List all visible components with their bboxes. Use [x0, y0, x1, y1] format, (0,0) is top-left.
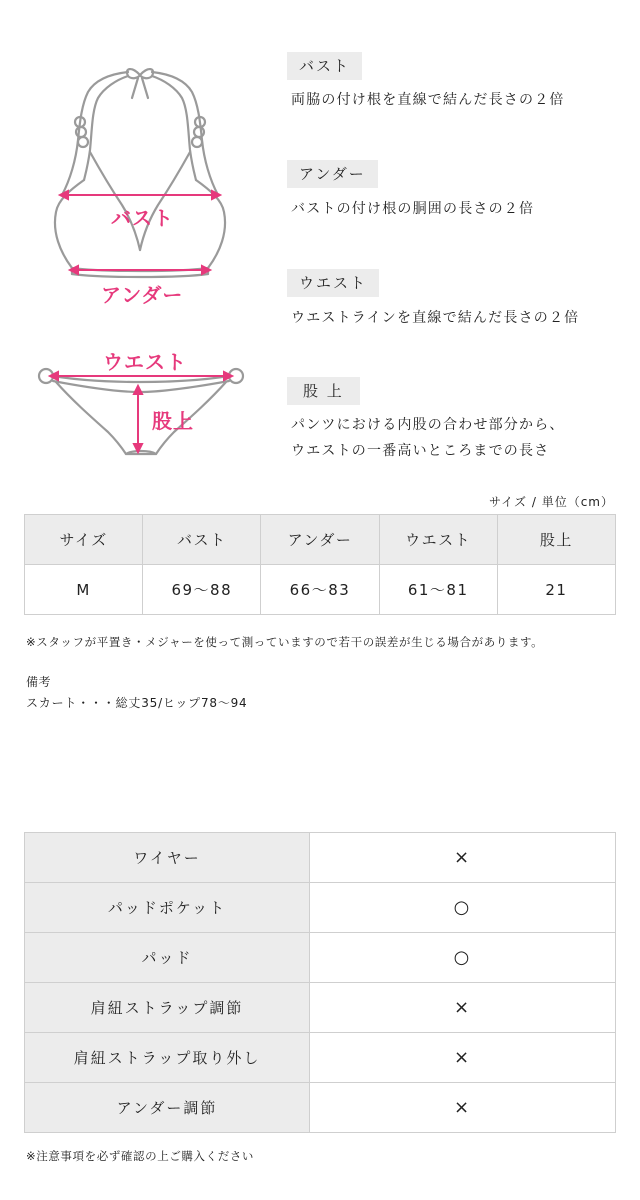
- feature-name: アンダー調節: [25, 1083, 310, 1133]
- bikini-illustration: [0, 0, 280, 480]
- size-header-under: アンダー: [261, 515, 379, 565]
- size-header-waist: ウエスト: [379, 515, 497, 565]
- footer-note: ※注意事項を必ず確認の上ご購入ください: [26, 1149, 255, 1163]
- table-row: [25, 1083, 616, 1133]
- feature-name: パッド: [25, 933, 310, 983]
- unit-note: サイズ / 単位（cm）: [489, 495, 614, 509]
- diagram-label-rise: 股上: [152, 409, 194, 433]
- measurement-disclaimer: ※スタッフが平置き・メジャーを使って測っていますので若干の誤差が生じる場合があります。: [26, 635, 544, 649]
- size-cell-rise: 21: [497, 565, 615, 615]
- table-row: [25, 833, 616, 883]
- feature-name: ワイヤー: [25, 833, 310, 883]
- size-header-size: サイズ: [25, 515, 143, 565]
- term-tag-under: アンダー: [287, 160, 378, 188]
- term-tag-bust: バスト: [287, 52, 362, 80]
- table-row: [25, 933, 616, 983]
- term-desc-bust: 両脇の付け根を直線で結んだ長さの２倍: [291, 92, 565, 108]
- feature-value: ○: [310, 883, 616, 933]
- size-header-rise: 股上: [497, 515, 615, 565]
- size-cell-size: M: [25, 565, 143, 615]
- size-cell-bust: 69～88: [143, 565, 261, 615]
- table-row: [25, 883, 616, 933]
- feature-value: ×: [310, 1083, 616, 1133]
- remarks-title: 備考: [26, 675, 52, 689]
- feature-value: ○: [310, 933, 616, 983]
- feature-table: [24, 832, 616, 1133]
- term-desc-under: バストの付け根の胴囲の長さの２倍: [291, 201, 535, 217]
- diagram-label-under: アンダー: [101, 283, 184, 307]
- term-desc-rise-line2: ウエストの一番高いところまでの長さ: [291, 443, 550, 459]
- diagram-label-bust: バスト: [111, 206, 174, 230]
- feature-value: ×: [310, 1033, 616, 1083]
- feature-name: パッドポケット: [25, 883, 310, 933]
- size-table-header-row: [25, 515, 616, 565]
- feature-name: 肩紐ストラップ調節: [25, 983, 310, 1033]
- term-tag-waist: ウエスト: [287, 269, 379, 297]
- measurement-diagram: [0, 0, 280, 480]
- term-desc-waist: ウエストラインを直線で結んだ長さの２倍: [291, 310, 580, 326]
- table-row: [25, 983, 616, 1033]
- term-tag-rise: 股 上: [287, 377, 360, 405]
- size-table: [24, 514, 616, 615]
- term-desc-rise-line1: パンツにおける内股の合わせ部分から、: [291, 417, 565, 433]
- size-cell-under: 66～83: [261, 565, 379, 615]
- feature-name: 肩紐ストラップ取り外し: [25, 1033, 310, 1083]
- table-row: [25, 1033, 616, 1083]
- feature-value: ×: [310, 983, 616, 1033]
- remarks-text: スカート・・・総丈35/ヒップ78～94: [26, 696, 248, 710]
- table-row: [25, 565, 616, 615]
- diagram-label-waist: ウエスト: [103, 350, 187, 374]
- feature-value: ×: [310, 833, 616, 883]
- size-header-bust: バスト: [143, 515, 261, 565]
- size-cell-waist: 61～81: [379, 565, 497, 615]
